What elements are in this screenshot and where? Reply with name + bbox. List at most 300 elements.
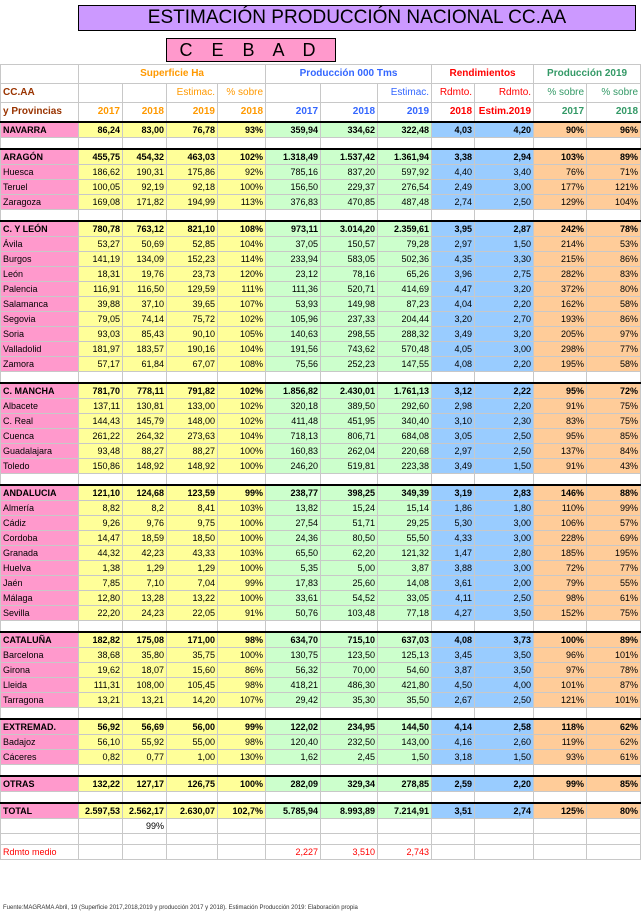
value-cell: 597,92	[378, 165, 432, 180]
value-cell: 3,00	[475, 531, 534, 546]
value-cell: 55%	[587, 576, 641, 591]
value-cell: 62%	[587, 735, 641, 750]
value-cell: 23,12	[266, 267, 321, 282]
value-cell: 111%	[218, 282, 266, 297]
value-cell: 56,32	[266, 663, 321, 678]
rdmto-medio-2017: 2,227	[266, 845, 321, 860]
province-row	[1, 459, 641, 474]
value-cell: 372%	[534, 282, 587, 297]
row-name-cell: Huelva	[1, 561, 79, 576]
value-cell: 104%	[587, 195, 641, 210]
value-cell: 123,59	[167, 485, 218, 501]
value-cell: 77%	[587, 342, 641, 357]
value-cell: 121,10	[79, 485, 123, 501]
row-name-cell: Cuenca	[1, 429, 79, 444]
spacer-row	[1, 210, 641, 222]
value-cell: 80%	[587, 803, 641, 819]
value-cell: 2,87	[475, 221, 534, 237]
row-name-cell: Cádiz	[1, 516, 79, 531]
value-cell: 54,52	[321, 591, 378, 606]
value-cell: 105%	[218, 327, 266, 342]
value-cell: 54,60	[378, 663, 432, 678]
value-cell: 98%	[218, 735, 266, 750]
row-name-cell: Valladolid	[1, 342, 79, 357]
value-cell: 93,48	[79, 444, 123, 459]
value-cell: 220,68	[378, 444, 432, 459]
value-cell: 715,10	[321, 632, 378, 648]
value-cell: 4,08	[432, 357, 475, 372]
value-cell: 1,86	[432, 501, 475, 516]
value-cell: 122,02	[266, 719, 321, 735]
value-cell: 2,00	[475, 576, 534, 591]
row-name-cell: C. Y LEÓN	[1, 221, 79, 237]
value-cell: 37,10	[123, 297, 167, 312]
value-cell: 684,08	[378, 429, 432, 444]
value-cell: 129%	[534, 195, 587, 210]
value-cell: 137%	[534, 444, 587, 459]
province-row	[1, 531, 641, 546]
value-cell: 13,82	[266, 501, 321, 516]
value-cell: 4,11	[432, 591, 475, 606]
value-cell: 2,50	[475, 444, 534, 459]
spacer-row	[1, 792, 641, 804]
value-cell: 4,08	[432, 632, 475, 648]
value-cell: 4,04	[432, 297, 475, 312]
value-cell: 107%	[218, 693, 266, 708]
value-cell: 72%	[587, 383, 641, 399]
value-cell: 86%	[587, 252, 641, 267]
value-cell: 2,49	[432, 180, 475, 195]
value-cell: 27,54	[266, 516, 321, 531]
value-cell: 129,59	[167, 282, 218, 297]
header-row-groups	[1, 65, 641, 84]
value-cell: 288,32	[378, 327, 432, 342]
value-cell: 376,83	[266, 195, 321, 210]
value-cell: 421,80	[378, 678, 432, 693]
value-cell: 56,69	[123, 719, 167, 735]
value-cell: 3.014,20	[321, 221, 378, 237]
value-cell: 80%	[587, 282, 641, 297]
value-cell: 35,80	[123, 648, 167, 663]
year-2017-superficie: 2017	[79, 103, 123, 123]
value-cell: 3,96	[432, 267, 475, 282]
province-row	[1, 561, 641, 576]
value-cell: 33,61	[266, 591, 321, 606]
value-cell: 5,00	[321, 561, 378, 576]
value-cell: 2,60	[475, 735, 534, 750]
value-cell: 99%	[218, 719, 266, 735]
value-cell: 91%	[534, 459, 587, 474]
row-name-cell: NAVARRA	[1, 122, 79, 138]
value-cell: 2,58	[475, 719, 534, 735]
row-name-cell: Albacete	[1, 399, 79, 414]
value-cell: 278,85	[378, 776, 432, 792]
value-cell: 150,57	[321, 237, 378, 252]
value-cell: 520,71	[321, 282, 378, 297]
value-cell: 110%	[534, 501, 587, 516]
province-row	[1, 735, 641, 750]
value-cell: 55,50	[378, 531, 432, 546]
value-cell: 2,45	[321, 750, 378, 765]
value-cell: 147,55	[378, 357, 432, 372]
value-cell: 104%	[218, 237, 266, 252]
value-cell: 35,50	[378, 693, 432, 708]
value-cell: 133,00	[167, 399, 218, 414]
rendimientos-header: Rendimientos	[432, 65, 534, 84]
value-cell: 242%	[534, 221, 587, 237]
value-cell: 1,00	[167, 750, 218, 765]
value-cell: 13,21	[123, 693, 167, 708]
value-cell: 53,93	[266, 297, 321, 312]
value-cell: 214%	[534, 237, 587, 252]
value-cell: 18,31	[79, 267, 123, 282]
spacer-row	[1, 621, 641, 633]
region-row	[1, 122, 641, 138]
value-cell: 100%	[218, 459, 266, 474]
value-cell: 414,69	[378, 282, 432, 297]
value-cell: 43,33	[167, 546, 218, 561]
spacer-row	[1, 765, 641, 777]
value-cell: 806,71	[321, 429, 378, 444]
value-cell: 2,50	[475, 429, 534, 444]
value-cell: 195%	[587, 546, 641, 561]
value-cell: 486,30	[321, 678, 378, 693]
value-cell: 79,28	[378, 237, 432, 252]
value-cell: 120,40	[266, 735, 321, 750]
year-2019-superficie: 2019	[167, 103, 218, 123]
value-cell: 99%	[587, 501, 641, 516]
value-cell: 4,03	[432, 122, 475, 138]
province-row	[1, 750, 641, 765]
value-cell: 92,19	[123, 180, 167, 195]
value-cell: 2,97	[432, 444, 475, 459]
value-cell: 102%	[218, 312, 266, 327]
row-name-cell: Málaga	[1, 591, 79, 606]
value-cell: 90%	[534, 122, 587, 138]
value-cell: 125%	[534, 803, 587, 819]
value-cell: 246,20	[266, 459, 321, 474]
value-cell: 57,17	[79, 357, 123, 372]
value-cell: 87%	[587, 678, 641, 693]
rdmto-header: Rdmto.	[432, 84, 475, 103]
value-cell: 1,38	[79, 561, 123, 576]
note-row	[1, 819, 641, 834]
value-cell: 152%	[534, 606, 587, 621]
value-cell: 9,76	[123, 516, 167, 531]
row-name-cell: Salamanca	[1, 297, 79, 312]
value-cell: 35,30	[321, 693, 378, 708]
value-cell: 1,50	[475, 750, 534, 765]
row-name-cell: ARAGÓN	[1, 149, 79, 165]
region-row	[1, 383, 641, 399]
value-cell: 130%	[218, 750, 266, 765]
estimac-header-produccion: Estimac.	[378, 84, 432, 103]
province-row	[1, 342, 641, 357]
value-cell: 93%	[534, 750, 587, 765]
value-cell: 411,48	[266, 414, 321, 429]
value-cell: 111,36	[266, 282, 321, 297]
value-cell: 637,03	[378, 632, 432, 648]
value-cell: 2.597,53	[79, 803, 123, 819]
province-row	[1, 399, 641, 414]
value-cell: 2,97	[432, 237, 475, 252]
value-cell: 4,47	[432, 282, 475, 297]
value-cell: 35,75	[167, 648, 218, 663]
value-cell: 5,35	[266, 561, 321, 576]
value-cell: 103%	[218, 501, 266, 516]
value-cell: 107%	[218, 297, 266, 312]
value-cell: 470,85	[321, 195, 378, 210]
row-name-cell: Barcelona	[1, 648, 79, 663]
value-cell: 455,75	[79, 149, 123, 165]
value-cell: 80,50	[321, 531, 378, 546]
value-cell: 79,05	[79, 312, 123, 327]
value-cell: 162%	[534, 297, 587, 312]
value-cell: 4,27	[432, 606, 475, 621]
value-cell: 2,59	[432, 776, 475, 792]
value-cell: 79%	[534, 576, 587, 591]
value-cell: 4,50	[432, 678, 475, 693]
value-cell: 100%	[218, 444, 266, 459]
year-2018-produccion: 2018	[321, 103, 378, 123]
province-row	[1, 663, 641, 678]
value-cell: 182,82	[79, 632, 123, 648]
value-cell: 62,20	[321, 546, 378, 561]
value-cell: 2.430,01	[321, 383, 378, 399]
value-cell: 100,05	[79, 180, 123, 195]
value-cell: 185%	[534, 546, 587, 561]
value-cell: 111,31	[79, 678, 123, 693]
value-cell: 52,85	[167, 237, 218, 252]
row-name-cell: Girona	[1, 663, 79, 678]
value-cell: 70,00	[321, 663, 378, 678]
province-row	[1, 312, 641, 327]
value-cell: 2,20	[475, 399, 534, 414]
value-cell: 7,85	[79, 576, 123, 591]
value-cell: 14,08	[378, 576, 432, 591]
value-cell: 322,48	[378, 122, 432, 138]
row-name-cell: C. MANCHA	[1, 383, 79, 399]
row-name-cell: Sevilla	[1, 606, 79, 621]
value-cell: 205%	[534, 327, 587, 342]
value-cell: 2.562,17	[123, 803, 167, 819]
value-cell: 487,48	[378, 195, 432, 210]
value-cell: 83%	[534, 414, 587, 429]
value-cell: 8.993,89	[321, 803, 378, 819]
value-cell: 130,75	[266, 648, 321, 663]
value-cell: 320,18	[266, 399, 321, 414]
value-cell: 4,00	[475, 678, 534, 693]
value-cell: 2,98	[432, 399, 475, 414]
spacer-row	[1, 708, 641, 720]
value-cell: 190,31	[123, 165, 167, 180]
value-cell: 1.761,13	[378, 383, 432, 399]
row-name-cell: Ávila	[1, 237, 79, 252]
value-cell: 22,05	[167, 606, 218, 621]
source-note: Fuente:MAGRAMA Abril, 19 (Superficie 2017,2018,2019 y producción 2017 y 2018). Estimación Producción 2019: Elaboración propia	[3, 905, 358, 911]
value-cell: 298,55	[321, 327, 378, 342]
value-cell: 123,50	[321, 648, 378, 663]
value-cell: 3,00	[475, 516, 534, 531]
value-cell: 718,13	[266, 429, 321, 444]
value-cell: 24,36	[266, 531, 321, 546]
value-cell: 398,25	[321, 485, 378, 501]
value-cell: 3,49	[432, 327, 475, 342]
header-row-sub	[1, 84, 641, 103]
value-cell: 2.359,61	[378, 221, 432, 237]
year-2019-produccion: 2019	[378, 103, 432, 123]
value-cell: 9,26	[79, 516, 123, 531]
value-cell: 2,94	[475, 149, 534, 165]
value-cell: 583,05	[321, 252, 378, 267]
value-cell: 145,79	[123, 414, 167, 429]
value-cell: 75%	[587, 414, 641, 429]
ccaa-header: CC.AA	[1, 84, 79, 103]
year-2018-rdmto: 2018	[432, 103, 475, 123]
value-cell: 156,50	[266, 180, 321, 195]
value-cell: 8,2	[123, 501, 167, 516]
province-row	[1, 267, 641, 282]
value-cell: 102%	[218, 383, 266, 399]
row-name-cell: Jaén	[1, 576, 79, 591]
value-cell: 148,00	[167, 414, 218, 429]
value-cell: 228%	[534, 531, 587, 546]
row-name-cell: Almería	[1, 501, 79, 516]
value-cell: 2,20	[475, 357, 534, 372]
value-cell: 2,75	[475, 267, 534, 282]
value-cell: 108%	[218, 221, 266, 237]
value-cell: 634,70	[266, 632, 321, 648]
province-row	[1, 165, 641, 180]
value-cell: 84%	[587, 444, 641, 459]
value-cell: 98%	[218, 632, 266, 648]
value-cell: 58%	[587, 357, 641, 372]
value-cell: 3,20	[475, 282, 534, 297]
value-cell: 2,22	[475, 383, 534, 399]
rdmto-medio-2018: 3,510	[321, 845, 378, 860]
value-cell: 2,70	[475, 312, 534, 327]
produccion-2019-header: Producción 2019	[534, 65, 641, 84]
value-cell: 103,48	[321, 606, 378, 621]
value-cell: 88,27	[123, 444, 167, 459]
value-cell: 44,32	[79, 546, 123, 561]
value-cell: 100%	[218, 531, 266, 546]
value-cell: 1,50	[378, 750, 432, 765]
value-cell: 329,34	[321, 776, 378, 792]
value-cell: 780,78	[79, 221, 123, 237]
value-cell: 85,43	[123, 327, 167, 342]
province-row	[1, 516, 641, 531]
pct-sobre-header-2: % sobre	[587, 84, 641, 103]
province-row	[1, 501, 641, 516]
value-cell: 0,77	[123, 750, 167, 765]
value-cell: 191,56	[266, 342, 321, 357]
value-cell: 7,10	[123, 576, 167, 591]
region-row	[1, 719, 641, 735]
year-2018-pct: 2018	[218, 103, 266, 123]
value-cell: 1,80	[475, 501, 534, 516]
row-name-cell: EXTREMAD.	[1, 719, 79, 735]
value-cell: 121%	[534, 693, 587, 708]
value-cell: 204,44	[378, 312, 432, 327]
value-cell: 134,09	[123, 252, 167, 267]
value-cell: 2,20	[475, 297, 534, 312]
rdmto-medio-row	[1, 845, 641, 860]
value-cell: 1,50	[475, 237, 534, 252]
value-cell: 95%	[534, 429, 587, 444]
value-cell: 3,00	[475, 342, 534, 357]
value-cell: 95%	[534, 383, 587, 399]
value-cell: 39,65	[167, 297, 218, 312]
value-cell: 77%	[587, 561, 641, 576]
year-2017-produccion: 2017	[266, 103, 321, 123]
value-cell: 292,60	[378, 399, 432, 414]
value-cell: 104%	[218, 342, 266, 357]
value-cell: 62%	[587, 719, 641, 735]
value-cell: 1,62	[266, 750, 321, 765]
value-cell: 126,75	[167, 776, 218, 792]
value-cell: 4,14	[432, 719, 475, 735]
row-name-cell: Guadalajara	[1, 444, 79, 459]
province-row	[1, 282, 641, 297]
value-cell: 152,23	[167, 252, 218, 267]
value-cell: 8,82	[79, 501, 123, 516]
value-cell: 276,54	[378, 180, 432, 195]
value-cell: 61,84	[123, 357, 167, 372]
value-cell: 177%	[534, 180, 587, 195]
value-cell: 100%	[218, 591, 266, 606]
value-cell: 141,19	[79, 252, 123, 267]
value-cell: 463,03	[167, 149, 218, 165]
value-cell: 29,42	[266, 693, 321, 708]
value-cell: 89%	[587, 149, 641, 165]
value-cell: 454,32	[123, 149, 167, 165]
value-cell: 55,00	[167, 735, 218, 750]
value-cell: 3,50	[475, 606, 534, 621]
value-cell: 2.630,07	[167, 803, 218, 819]
value-cell: 2,74	[432, 195, 475, 210]
value-cell: 3,38	[432, 149, 475, 165]
value-cell: 264,32	[123, 429, 167, 444]
value-cell: 763,12	[123, 221, 167, 237]
rdmto-medio-label: Rdmto medio	[1, 845, 79, 860]
value-cell: 116,91	[79, 282, 123, 297]
value-cell: 3,49	[432, 459, 475, 474]
spacer-row	[1, 138, 641, 150]
value-cell: 3,30	[475, 252, 534, 267]
row-name-cell: Lleida	[1, 678, 79, 693]
value-cell: 102%	[218, 149, 266, 165]
year-2017-pct-prod: 2017	[534, 103, 587, 123]
value-cell: 273,63	[167, 429, 218, 444]
value-cell: 132,22	[79, 776, 123, 792]
value-cell: 99%	[218, 576, 266, 591]
value-cell: 171,82	[123, 195, 167, 210]
value-cell: 86%	[587, 312, 641, 327]
value-cell: 252,23	[321, 357, 378, 372]
value-cell: 99%	[534, 776, 587, 792]
value-cell: 75,56	[266, 357, 321, 372]
value-cell: 781,70	[79, 383, 123, 399]
value-cell: 175,08	[123, 632, 167, 648]
value-cell: 101%	[534, 678, 587, 693]
value-cell: 3,05	[432, 429, 475, 444]
row-name-cell: Huesca	[1, 165, 79, 180]
value-cell: 78%	[587, 663, 641, 678]
value-cell: 87,23	[378, 297, 432, 312]
value-cell: 143,00	[378, 735, 432, 750]
value-cell: 55,92	[123, 735, 167, 750]
